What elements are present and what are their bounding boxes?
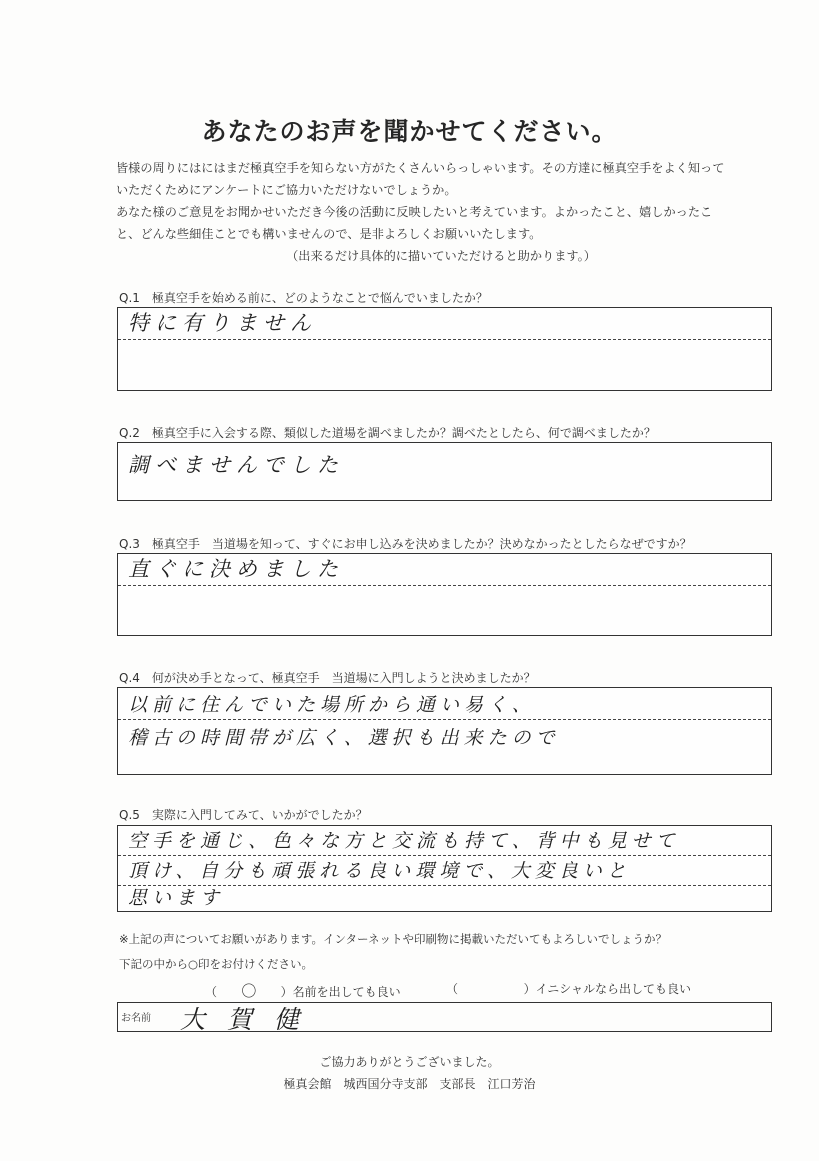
answer-line xyxy=(118,586,771,618)
page-title: あなたのお声を聞かせてください。 xyxy=(201,117,618,146)
handwritten-answer: 以前に住んでいた場所から通い易く、 xyxy=(128,694,536,716)
intro-line: （出来るだけ具体的に描いていただけると助かります。） xyxy=(286,249,596,263)
intro-line: と、どんな些細佳ことでも構いませんので、是非よろしくお願いいたします。 xyxy=(116,227,542,241)
answer-box-4[interactable] xyxy=(117,687,772,775)
answer-line xyxy=(118,554,771,586)
instruction-note: 下記の中から○印をお付けください。 xyxy=(119,957,314,971)
intro-line: あなた様のご意見をお聞かせいただき今後の活動に反映したいと考えています。よかったこと、嬉しかったこ xyxy=(116,205,713,219)
question-4-label: Q.4 何が決め手となって、極真空手 当道場に入門しようと決めましたか？ xyxy=(119,671,536,685)
handwritten-name: 大賀健 xyxy=(180,1005,322,1034)
permission-note: ※上記の声についてお願いがあります。インターネットや印刷物に掲載いただいてもよろしいでしょうか？ xyxy=(119,932,667,946)
consent-option-initial[interactable] xyxy=(446,980,691,997)
intro-line: いただくためにアンケートにご協力いただけないでしょうか。 xyxy=(116,183,457,197)
answer-line xyxy=(118,720,771,752)
paren-open: （ xyxy=(205,985,218,999)
answer-box-5[interactable] xyxy=(117,825,772,912)
handwritten-answer: 思います xyxy=(128,887,225,909)
answer-box-3[interactable] xyxy=(117,553,772,636)
thanks-text: ご協力ありがとうございました。 xyxy=(319,1055,500,1069)
handwritten-answer: 稽古の時間帯が広く、選択も出来たので xyxy=(128,727,560,749)
answer-line xyxy=(118,856,771,886)
handwritten-answer: 特に有りません xyxy=(128,311,317,335)
answer-box-1[interactable] xyxy=(117,307,772,391)
consent-option-name[interactable] xyxy=(205,980,401,1001)
paren-open: （ xyxy=(446,982,459,996)
consent-label-initial: ）イニシャルなら出しても良い xyxy=(523,982,691,996)
answer-line xyxy=(118,688,771,720)
handwritten-answer: 調べませんでした xyxy=(128,453,344,477)
question-1-label: Q.1 極真空手を始める前に、どのようなことで悩んでいましたか？ xyxy=(119,291,488,305)
intro-line: 皆様の周りにはにはまだ極真空手を知らない方がたくさんいらっしゃいます。その方達に極真空手をよく知って xyxy=(116,161,725,175)
organization-text: 極真会館 城西国分寺支部 支部長 江口芳治 xyxy=(283,1077,536,1091)
handwritten-answer: 直ぐに決めました xyxy=(128,557,344,581)
answer-line xyxy=(118,308,771,340)
question-2-label: Q.2 極真空手に入会する際、類似した道場を調べましたか？調べたとしたら、何で調べましたか？ xyxy=(119,426,656,440)
handwritten-answer: 頂け、自分も頑張れる良い環境で、大変良いと xyxy=(128,860,631,882)
intro-text xyxy=(116,157,766,267)
name-label: お名前 xyxy=(121,1013,151,1024)
question-5-label: Q.5 実際に入門してみて、いかがでしたか？ xyxy=(119,808,368,822)
answer-box-2[interactable] xyxy=(117,442,772,501)
circle-mark: 〇 xyxy=(241,982,257,1000)
question-3-label: Q.3 極真空手 当道場を知って、すぐにお申し込みを決めましたか？決めなかったとしたらなぜですか？ xyxy=(119,537,692,551)
answer-line xyxy=(118,340,771,372)
answer-line xyxy=(118,886,771,912)
handwritten-answer: 空手を通じ、色々な方と交流も持て、背中も見せて xyxy=(128,830,680,852)
answer-line xyxy=(118,826,771,856)
name-field[interactable] xyxy=(117,1002,772,1032)
consent-label-name: ）名前を出しても良い xyxy=(280,985,401,999)
